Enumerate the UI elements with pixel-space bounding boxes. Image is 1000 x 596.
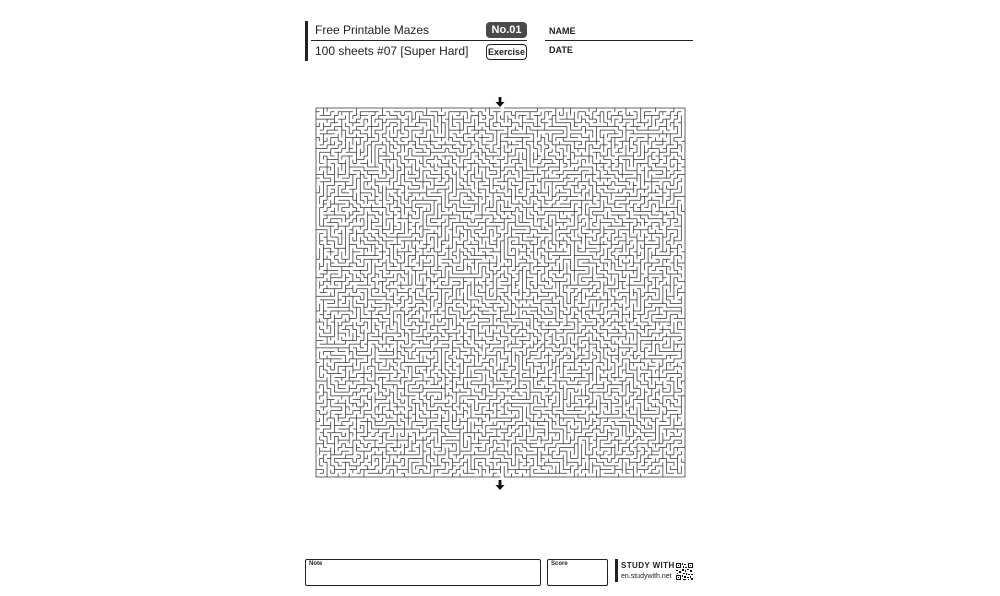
qr-code-icon (676, 563, 693, 580)
exercise-badge: Exercise (486, 44, 527, 60)
maze-walls (316, 108, 685, 477)
note-label: Note (309, 561, 323, 567)
note-box[interactable] (305, 559, 541, 586)
sheet-number-badge: No.01 (486, 22, 527, 38)
brand-logo: STUDY WITH (621, 561, 675, 570)
date-field-label: DATE (549, 45, 573, 55)
page-title: Free Printable Mazes (315, 23, 430, 37)
page-subtitle: 100 sheets #07 [Super Hard] (315, 44, 469, 58)
maze-wall-lines (316, 108, 685, 477)
entrance-arrow-icon (496, 97, 505, 107)
score-label: Score (551, 561, 568, 567)
score-box[interactable] (547, 559, 608, 586)
exit-arrow-icon (496, 480, 505, 490)
name-field-label: NAME (549, 26, 576, 36)
brand-accent-bar (615, 559, 618, 582)
brand-url: en.studywith.net (621, 573, 672, 580)
